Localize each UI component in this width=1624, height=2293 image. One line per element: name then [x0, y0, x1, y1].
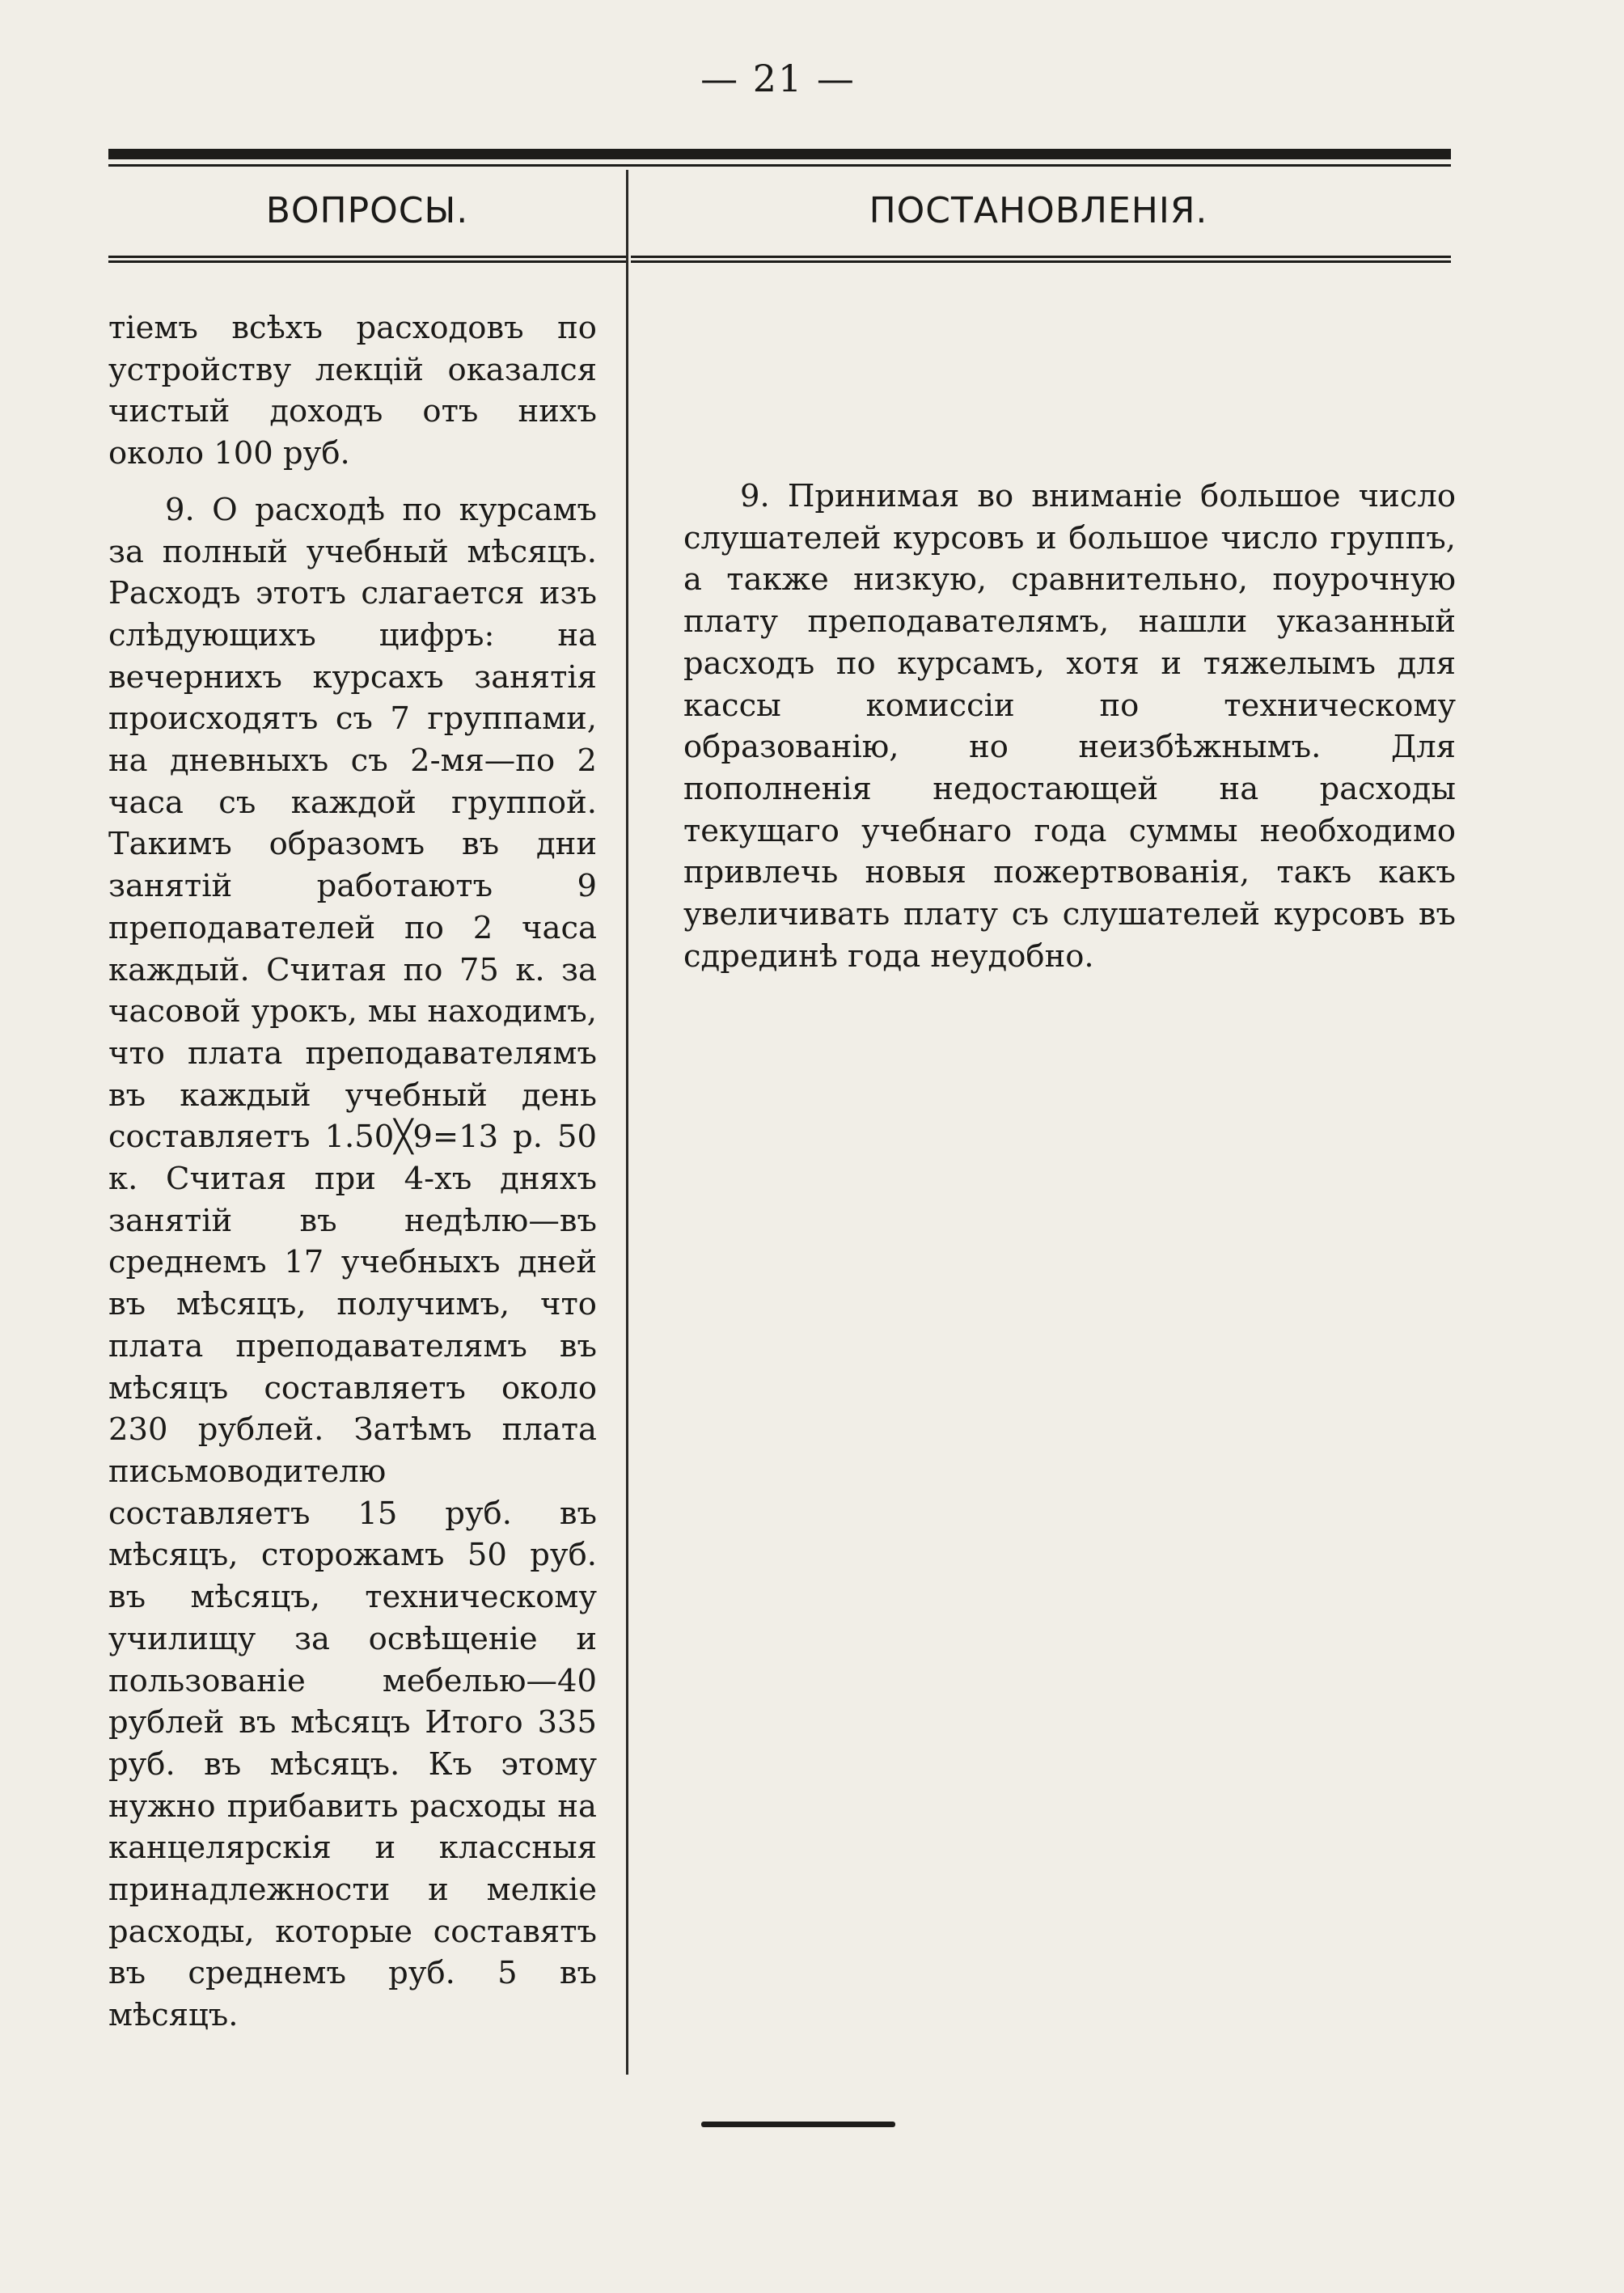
header-rule-thick: [108, 149, 1451, 159]
end-rule: [701, 2122, 895, 2127]
question-item-9: 9. О расходѣ по курсамъ за полный учебный мѣсяцъ. Расходъ этотъ слагается изъ слѣдующихъ цифръ: на вечернихъ курсахъ занятія происходятъ съ 7 группами, на дневныхъ съ 2-мя—по 2 часа съ каждой группой. Такимъ образомъ въ дни занятій работаютъ 9 преподавателей по 2 часа каждый. Считая по 75 к. за часовой урокъ, мы находимъ, что плата преподавателямъ въ каждый учебный день составляетъ 1.50╳9=13 р. 50 к. Считая при 4-хъ дняхъ занятій въ недѣлю—въ среднемъ 17 учебныхъ дней въ мѣсяцъ, получимъ, что плата преподавателямъ въ мѣсяцъ составляетъ около 230 рублей. Затѣмъ плата письмоводителю составляетъ 15 руб. въ мѣсяцъ, сторожамъ 50 руб. въ мѣсяцъ, техническому училищу за освѣщеніе и пользованіе мебелью—40 рублей въ мѣсяцъ Итого 335 руб. въ мѣсяцъ. Къ этому нужно прибавить расходы на канцелярскія и классныя принадлежности и мелкіе расходы, которые составятъ въ среднемъ руб. 5 въ мѣсяцъ.: [108, 491, 597, 2034]
column-divider: [626, 170, 628, 2075]
column-header-row: [108, 170, 1451, 252]
questions-column-header: ВОПРОСЫ.: [265, 190, 469, 231]
questions-continuation-paragraph: тіемъ всѣхъ расходовъ по устройству лекцій оказался чистый доходъ отъ нихъ около 100 руб.: [108, 310, 597, 472]
left-header-double-rule: [108, 256, 626, 263]
resolutions-column: [683, 476, 1456, 977]
resolution-item-9: 9. Принимая во вниманіе большое число слушателей курсовъ и большое число группъ, а также низкую, сравнительно, поурочную плату преподавателямъ, нашли указанный расходъ по курсамъ, хотя и тяжелымъ для кассы комиссіи по техническому образованію, но неизбѣжнымъ. Для пополненія недостающей на расходы текущаго учебнаго года суммы необходимо привлечь новыя пожертвованія, такъ какъ увеличивать плату съ слушателей курсовъ въ сдрединѣ года неудобно.: [683, 478, 1456, 975]
questions-column: [108, 307, 597, 2037]
resolutions-column-header: ПОСТАНОВЛЕНІЯ.: [869, 190, 1208, 231]
right-header-double-rule: [631, 256, 1451, 263]
page-number: — 21 —: [700, 57, 856, 100]
header-rule-thin: [108, 164, 1451, 167]
